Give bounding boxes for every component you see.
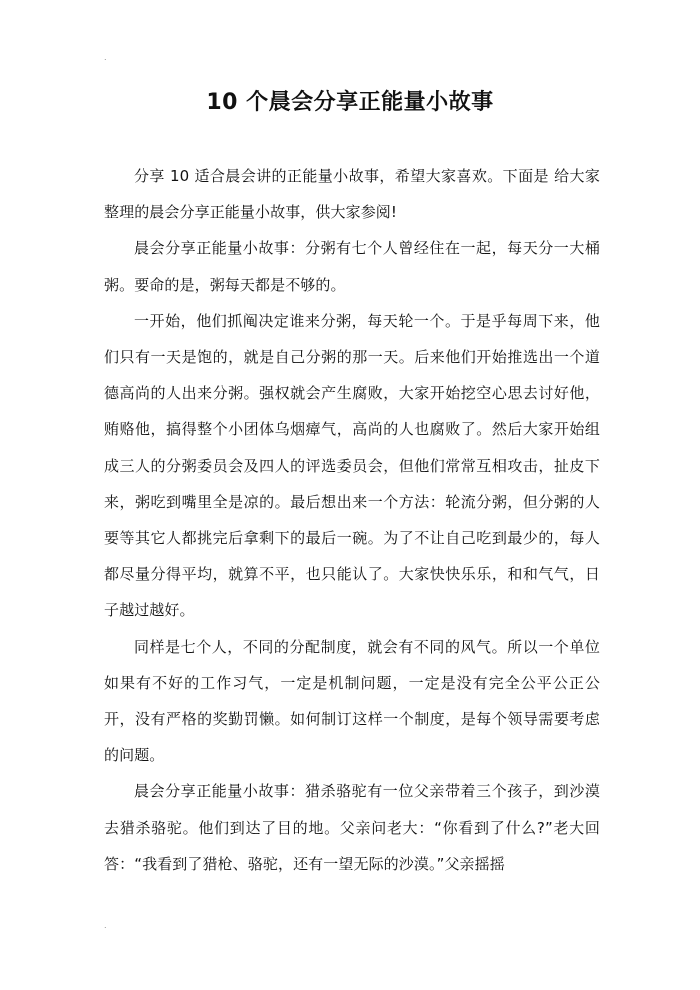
paragraph-story1-moral: 同样是七个人，不同的分配制度，就会有不同的风气。所以一个单位如果有不好的工作习气，一定是机制问题，一定是没有完全公平公正公开，没有严格的奖勤罚懒。如何制订这样一个制度，是每个领导需要考虑的问题。: [104, 637, 600, 765]
document-title: 10 个晨会分享正能量小故事: [206, 90, 494, 115]
paragraph-intro: 分享 10 适合晨会讲的正能量小故事，希望大家喜欢。下面是 给大家整理的晨会分享正能量小故事，供大家参阅!: [104, 167, 600, 222]
paragraph-story1-heading: 晨会分享正能量小故事：分粥有七个人曾经住在一起，每天分一大桶粥。要命的是，粥每天都是不够的。: [104, 239, 600, 294]
paragraph-story1-body: 一开始，他们抓阄决定谁来分粥，每天轮一个。于是乎每周下来，他们只有一天是饱的，就是自己分粥的那一天。后来他们开始推选出一个道德高尚的人出来分粥。强权就会产生腐败，大家开始挖空心思去讨好他，贿赂他，搞得整个小团体乌烟瘴气，高尚的人也腐败了。然后大家开始组成三人的分粥委员会及四人的评选委员会，但他们常常互相攻击，扯皮下来，粥吃到嘴里全是凉的。最后想出来一个方法：轮流分粥，但分粥的人要等其它人都挑完后拿剩下的最后一碗。为了不让自己吃到最少的，每人都尽量分得平均，就算不平，也只能认了。大家快快乐乐，和和气气，日子越过越好。: [104, 311, 600, 620]
document-body: [104, 158, 600, 882]
paragraph-story2-heading: 晨会分享正能量小故事：猎杀骆驼有一位父亲带着三个孩子，到沙漠去猎杀骆驼。他们到达了目的地。父亲问老大：“你看到了什么?”老大回答：“我看到了猎枪、骆驼，还有一望无际的沙漠。”父亲摇摇: [104, 782, 600, 873]
corner-mark-top: .: [104, 53, 107, 62]
corner-mark-bottom: .: [104, 921, 107, 930]
